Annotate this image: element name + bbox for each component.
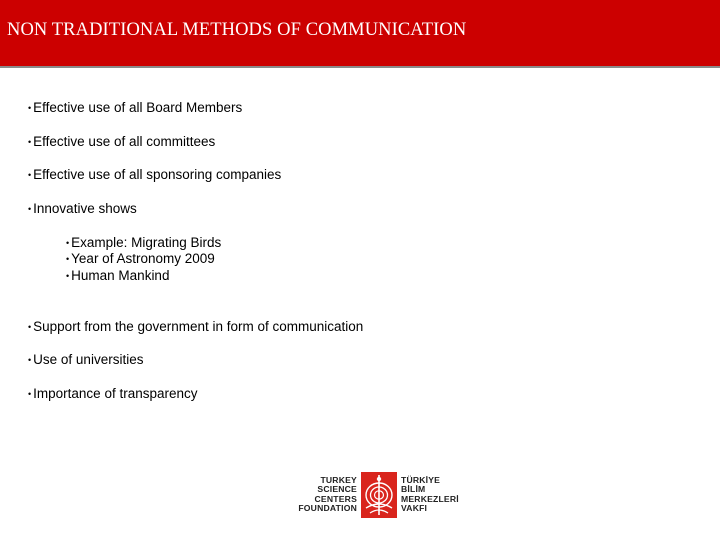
sub-bullet-text: Human Mankind — [71, 268, 170, 283]
logo-line: CENTERS — [314, 493, 357, 504]
bullet-item — [28, 201, 137, 217]
bullet-dot-icon: • — [66, 238, 70, 248]
bullet-item — [28, 167, 281, 183]
bullet-text: Importance of transparency — [33, 386, 198, 401]
bullet-dot-icon: • — [66, 271, 70, 281]
bullet-dot-icon: • — [28, 204, 32, 214]
bullet-item — [28, 352, 143, 368]
logo-line: FOUNDATION — [298, 503, 357, 514]
bullet-dot-icon: • — [28, 389, 32, 399]
sub-bullet-item — [66, 235, 221, 251]
logo-text-english — [295, 476, 357, 514]
bullet-dot-icon: • — [28, 103, 32, 113]
bullet-dot-icon: • — [66, 254, 70, 264]
bullet-item — [28, 319, 363, 335]
bullet-item — [28, 134, 215, 150]
bullet-dot-icon: • — [28, 322, 32, 332]
bullet-text: Effective use of all Board Members — [33, 100, 243, 115]
bullet-text: Support from the government in form of communication — [33, 319, 364, 334]
logo-line: MERKEZLERİ — [401, 493, 459, 504]
sub-bullet-text: Year of Astronomy 2009 — [71, 251, 215, 266]
logo-line: TURKEY — [320, 475, 357, 485]
slide-header — [0, 0, 720, 66]
logo-line: SCIENCE — [317, 484, 357, 495]
foundation-logo — [295, 472, 467, 518]
bullet-text: Use of universities — [33, 352, 144, 367]
bullet-dot-icon: • — [28, 355, 32, 365]
bullet-text: Effective use of all committees — [33, 134, 216, 149]
bullet-text: Innovative shows — [33, 201, 137, 216]
sub-bullet-item — [66, 251, 215, 267]
slide-title: NON TRADITIONAL METHODS OF COMMUNICATION — [7, 20, 467, 40]
logo-line: VAKFI — [401, 503, 428, 514]
logo-line: BİLİM — [401, 484, 426, 495]
bullet-item — [28, 100, 242, 116]
bullet-text: Effective use of all sponsoring companies — [33, 167, 282, 182]
header-divider — [0, 66, 720, 68]
logo-line: TÜRKİYE — [401, 475, 441, 485]
bullet-dot-icon: • — [28, 137, 32, 147]
foundation-emblem-icon — [361, 472, 397, 518]
sub-bullet-text: Example: Migrating Birds — [71, 235, 222, 250]
bullet-dot-icon: • — [28, 170, 32, 180]
bullet-item — [28, 386, 198, 402]
logo-text-turkish — [401, 476, 467, 514]
sub-bullet-item — [66, 268, 169, 284]
